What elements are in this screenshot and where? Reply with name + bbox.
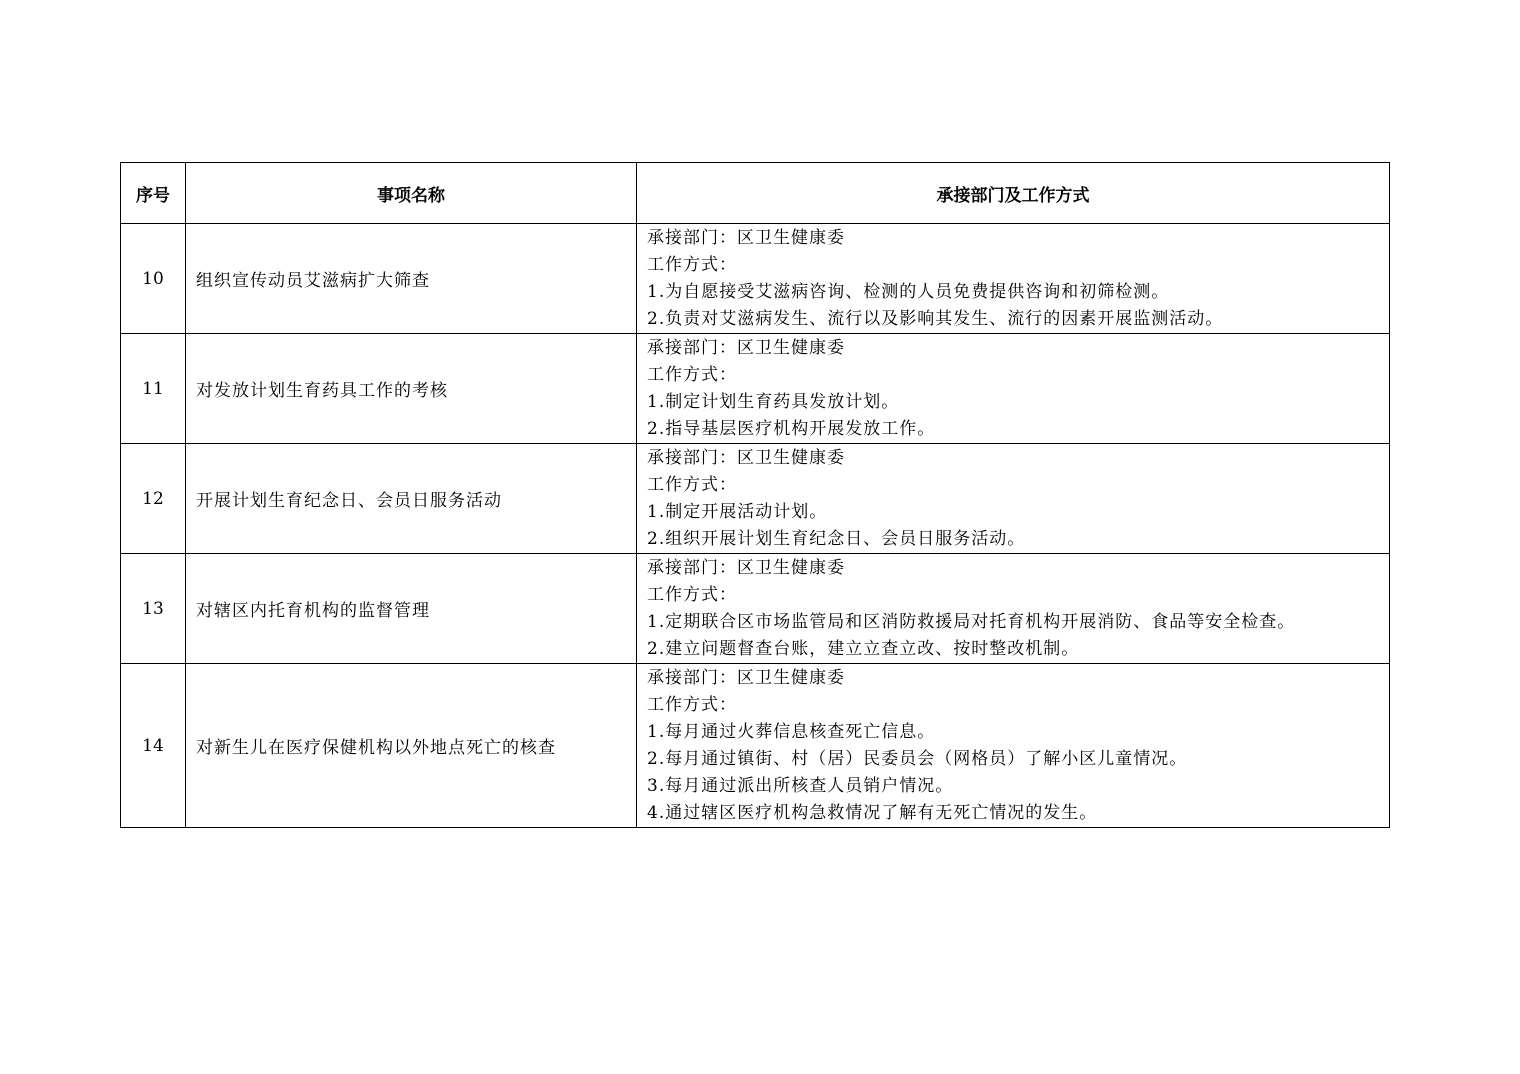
method-line: 4.通过辖区医疗机构急救情况了解有无死亡情况的发生。 <box>647 803 1098 823</box>
method-line: 2.建立问题督查台账，建立立查立改、按时整改机制。 <box>647 639 1080 659</box>
table-row <box>121 664 1390 828</box>
method-line: 2.指导基层医疗机构开展发放工作。 <box>647 419 936 439</box>
method-line: 工作方式： <box>647 695 737 715</box>
method-line: 1.制定计划生育药具发放计划。 <box>647 392 900 412</box>
method-line: 1.为自愿接受艾滋病咨询、检测的人员免费提供咨询和初筛检测。 <box>647 282 1170 302</box>
row-number: 14 <box>121 664 186 828</box>
row-department-method <box>637 334 1390 444</box>
method-line: 工作方式： <box>647 365 737 385</box>
table-row <box>121 224 1390 334</box>
method-line: 1.定期联合区市场监管局和区消防救援局对托育机构开展消防、食品等安全检查。 <box>647 612 1296 632</box>
method-line: 承接部门：区卫生健康委 <box>647 668 845 688</box>
table-header-row <box>121 163 1390 224</box>
method-line: 承接部门：区卫生健康委 <box>647 558 845 578</box>
matters-table <box>120 162 1390 828</box>
method-line: 工作方式： <box>647 585 737 605</box>
method-line: 3.每月通过派出所核查人员销户情况。 <box>647 776 954 796</box>
row-matter-name: 对辖区内托育机构的监督管理 <box>186 554 637 664</box>
method-line: 承接部门：区卫生健康委 <box>647 338 845 358</box>
table-row <box>121 554 1390 664</box>
method-line: 承接部门：区卫生健康委 <box>647 448 845 468</box>
header-serial-number: 序号 <box>121 163 186 224</box>
method-line: 工作方式： <box>647 475 737 495</box>
row-matter-name: 组织宣传动员艾滋病扩大筛查 <box>186 224 637 334</box>
row-department-method <box>637 224 1390 334</box>
row-number: 11 <box>121 334 186 444</box>
method-line: 2.组织开展计划生育纪念日、会员日服务活动。 <box>647 529 1026 549</box>
table-row <box>121 444 1390 554</box>
method-line: 2.负责对艾滋病发生、流行以及影响其发生、流行的因素开展监测活动。 <box>647 309 1224 329</box>
row-number: 12 <box>121 444 186 554</box>
row-matter-name: 对发放计划生育药具工作的考核 <box>186 334 637 444</box>
method-line: 工作方式： <box>647 255 737 275</box>
method-line: 1.制定开展活动计划。 <box>647 502 828 522</box>
row-matter-name: 开展计划生育纪念日、会员日服务活动 <box>186 444 637 554</box>
method-line: 1.每月通过火葬信息核查死亡信息。 <box>647 722 936 742</box>
row-department-method <box>637 444 1390 554</box>
method-line: 2.每月通过镇街、村（居）民委员会（网格员）了解小区儿童情况。 <box>647 749 1188 769</box>
row-department-method <box>637 664 1390 828</box>
row-number: 10 <box>121 224 186 334</box>
row-number: 13 <box>121 554 186 664</box>
row-matter-name: 对新生儿在医疗保健机构以外地点死亡的核查 <box>186 664 637 828</box>
row-department-method <box>637 554 1390 664</box>
table-row <box>121 334 1390 444</box>
method-line: 承接部门：区卫生健康委 <box>647 228 845 248</box>
header-department-method: 承接部门及工作方式 <box>637 163 1390 224</box>
header-matter-name: 事项名称 <box>186 163 637 224</box>
